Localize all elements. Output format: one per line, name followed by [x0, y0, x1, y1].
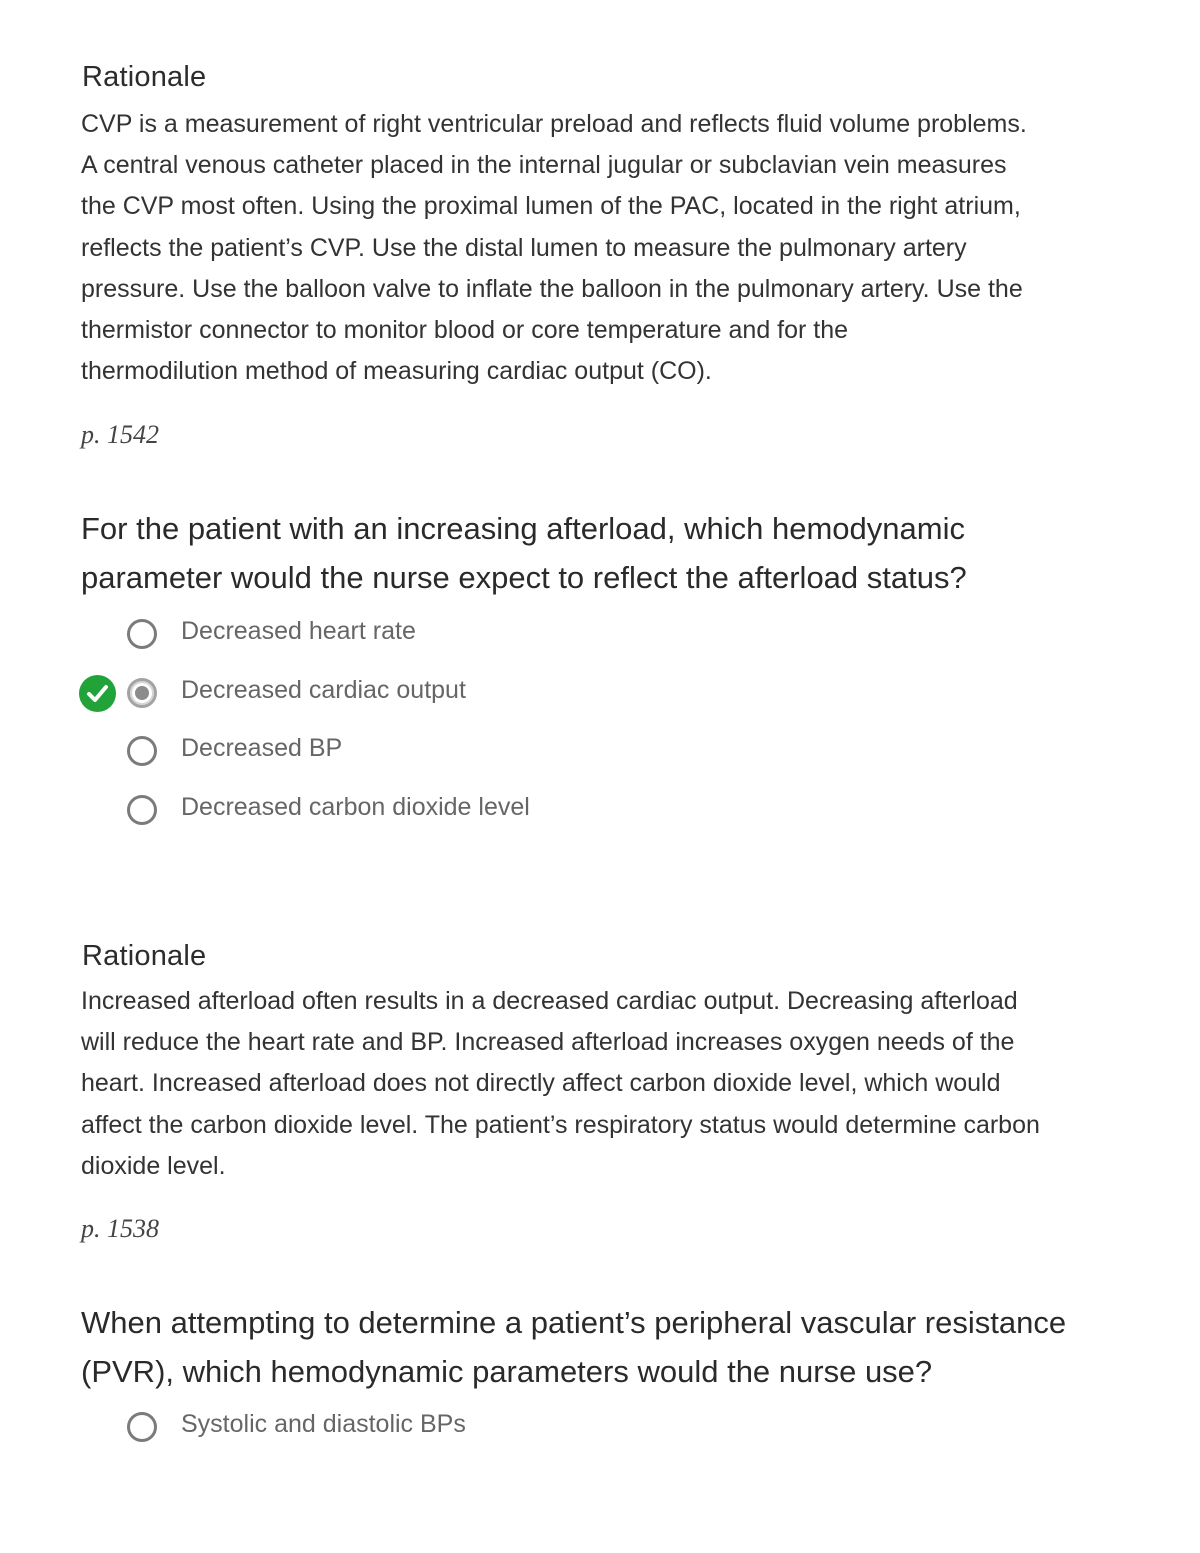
rationale-line: will reduce the heart rate and BP. Increased afterload increases oxygen needs of the — [81, 1028, 1015, 1057]
question-line: (PVR), which hemodynamic parameters would the nurse use? — [81, 1354, 933, 1389]
rationale-line: thermistor connector to monitor blood or core temperature and for the — [81, 316, 849, 345]
correct-check-icon — [79, 675, 116, 712]
radio-button[interactable] — [127, 736, 157, 766]
question-line: When attempting to determine a patient’s peripheral vascular resistance — [81, 1305, 1067, 1340]
option-label: Decreased carbon dioxide level — [181, 793, 530, 821]
answer-option-1[interactable] — [0, 614, 1200, 654]
page-reference-2: p. 1538 — [81, 1214, 159, 1243]
radio-button-selected[interactable] — [127, 678, 157, 708]
question-2-text — [81, 1298, 1141, 1396]
rationale-text-2 — [81, 981, 1141, 1187]
answer-option-4[interactable] — [0, 790, 1200, 830]
option-label: Systolic and diastolic BPs — [181, 1410, 466, 1438]
radio-button[interactable] — [127, 1412, 157, 1442]
rationale-line: the CVP most often. Using the proximal lumen of the PAC, located in the right atrium, — [81, 192, 1021, 221]
rationale-line: heart. Increased afterload does not directly affect carbon dioxide level, which would — [81, 1069, 1001, 1098]
rationale-text-1 — [81, 104, 1141, 392]
question-1-text — [81, 504, 1141, 602]
rationale-line: CVP is a measurement of right ventricular preload and reflects fluid volume problems. — [81, 110, 1027, 138]
option-label: Decreased heart rate — [181, 617, 416, 645]
answer-option-3[interactable] — [0, 731, 1200, 771]
question-line: For the patient with an increasing afterload, which hemodynamic — [81, 511, 965, 546]
page-reference-1: p. 1542 — [81, 420, 159, 449]
answer-option-2[interactable] — [0, 673, 1200, 713]
radio-button[interactable] — [127, 619, 157, 649]
rationale-line: pressure. Use the balloon valve to inflate the balloon in the pulmonary artery. Use the — [81, 274, 1023, 303]
option-label: Decreased BP — [181, 734, 343, 762]
rationale-heading-1: Rationale — [82, 61, 207, 93]
question-line: parameter would the nurse expect to reflect the afterload status? — [81, 560, 967, 595]
option-label: Decreased cardiac output — [181, 676, 466, 704]
rationale-line: affect the carbon dioxide level. The patient’s respiratory status would determine carbon — [81, 1110, 1040, 1139]
rationale-line: dioxide level. — [81, 1151, 226, 1180]
rationale-line: A central venous catheter placed in the internal jugular or subclavian vein measures — [81, 151, 1007, 180]
rationale-line: thermodilution method of measuring cardiac output (CO). — [81, 357, 712, 386]
rationale-heading-2: Rationale — [82, 940, 207, 972]
answer-option-1[interactable] — [0, 1407, 1200, 1447]
rationale-line: reflects the patient’s CVP. Use the distal lumen to measure the pulmonary artery — [81, 233, 967, 262]
rationale-line: Increased afterload often results in a decreased cardiac output. Decreasing afterload — [81, 987, 1018, 1015]
radio-button[interactable] — [127, 795, 157, 825]
